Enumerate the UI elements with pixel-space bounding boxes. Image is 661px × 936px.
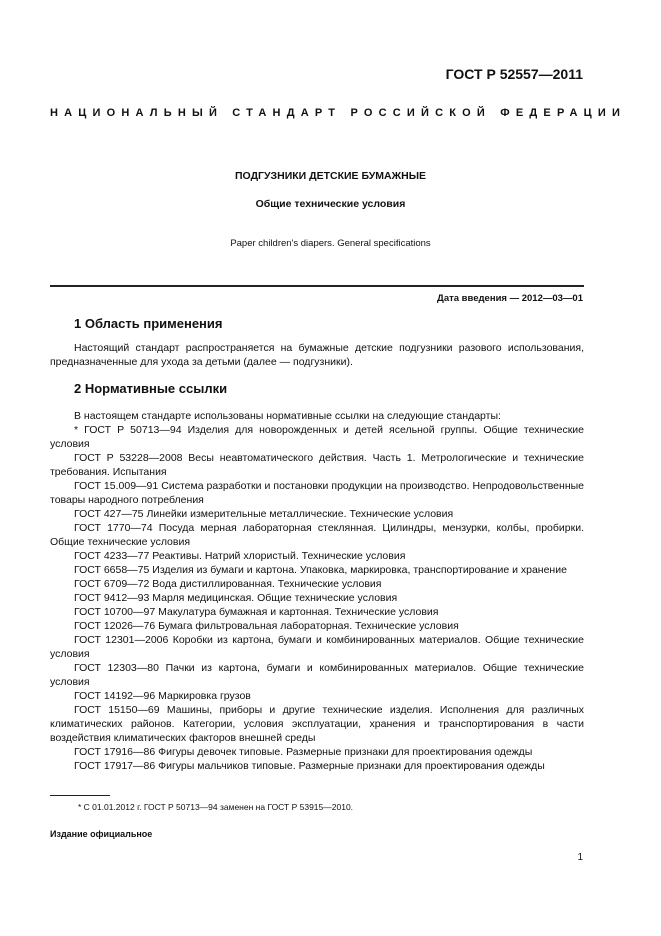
reference-item: ГОСТ 12301—2006 Коробки из картона, бумаги и комбинированных материалов. Общие технические условия [50, 634, 584, 660]
section-2-heading: 2 Нормативные ссылки [74, 381, 228, 396]
reference-item: ГОСТ 14192—96 Маркировка грузов [74, 690, 251, 702]
reference-item: ГОСТ 12026—76 Бумага фильтровальная лабораторная. Технические условия [74, 620, 459, 632]
footnote-rule [50, 795, 110, 796]
footnote: * С 01.01.2012 г. ГОСТ Р 50713—94 заменен на ГОСТ Р 53915—2010. [78, 802, 354, 812]
reference-item: ГОСТ 427—75 Линейки измерительные металлические. Технические условия [74, 508, 454, 520]
reference-item: ГОСТ 10700—97 Макулатура бумажная и картонная. Технические условия [74, 606, 439, 618]
reference-intro: В настоящем стандарте использованы нормативные ссылки на следующие стандарты: [74, 410, 501, 422]
gost-number: ГОСТ Р 52557—2011 [445, 66, 583, 82]
reference-item: ГОСТ 6658—75 Изделия из бумаги и картона. Упаковка, маркировка, транспортирование и хранение [74, 564, 567, 576]
section-1-text: Настоящий стандарт распространяется на бумажные детские подгузники разового использования, предназначенные для ухода за детьми (далее — подгузники). [50, 342, 584, 368]
official-edition-label: Издание официальное [50, 829, 153, 839]
reference-item: ГОСТ 6709—72 Вода дистиллированная. Технические условия [74, 578, 382, 590]
reference-item: ГОСТ 17916—86 Фигуры девочек типовые. Размерные признаки для проектирования одежды [74, 746, 533, 758]
reference-item: ГОСТ 1770—74 Посуда мерная лабораторная стеклянная. Цилиндры, мензурки, колбы, пробирки. Общие технические условия [50, 522, 584, 548]
reference-item: ГОСТ Р 53228—2008 Весы неавтоматического действия. Часть 1. Метрологические и технические требования. Испытания [50, 452, 584, 478]
reference-item: ГОСТ 17917—86 Фигуры мальчиков типовые. Размерные признаки для проектирования одежды [74, 760, 545, 772]
divider [50, 285, 584, 287]
reference-item: ГОСТ 9412—93 Марля медицинская. Общие технические условия [74, 592, 398, 604]
page-number: 1 [577, 852, 583, 863]
normative-references-list [50, 409, 584, 773]
reference-item: ГОСТ 12303—80 Пачки из картона, бумаги и комбинированных материалов. Общие технические условия [50, 662, 584, 688]
document-subtitle: Общие технические условия [255, 198, 406, 210]
english-title: Paper children's diapers. General specifications [230, 238, 431, 249]
introduction-date: Дата введения — 2012—03—01 [437, 293, 583, 304]
reference-item: ГОСТ 15150—69 Машины, приборы и другие технические изделия. Исполнения для различных климатических районов. Категории, условия эксплуатации, хранения и транспортирования в части воздействия климатических факторов внешней среды [50, 704, 584, 744]
document-title: ПОДГУЗНИКИ ДЕТСКИЕ БУМАЖНЫЕ [235, 170, 426, 182]
reference-item: * ГОСТ Р 50713—94 Изделия для новорожденных и детей ясельной группы. Общие технические условия [50, 424, 584, 450]
reference-item: ГОСТ 15.009—91 Система разработки и постановки продукции на производство. Непродовольственные товары народного потребления [50, 480, 584, 506]
national-standard-banner: НАЦИОНАЛЬНЫЙ СТАНДАРТ РОССИЙСКОЙ ФЕДЕРАЦИИ [50, 107, 627, 119]
reference-item: ГОСТ 4233—77 Реактивы. Натрий хлористый. Технические условия [74, 550, 406, 562]
section-1-heading: 1 Область применения [74, 316, 223, 331]
